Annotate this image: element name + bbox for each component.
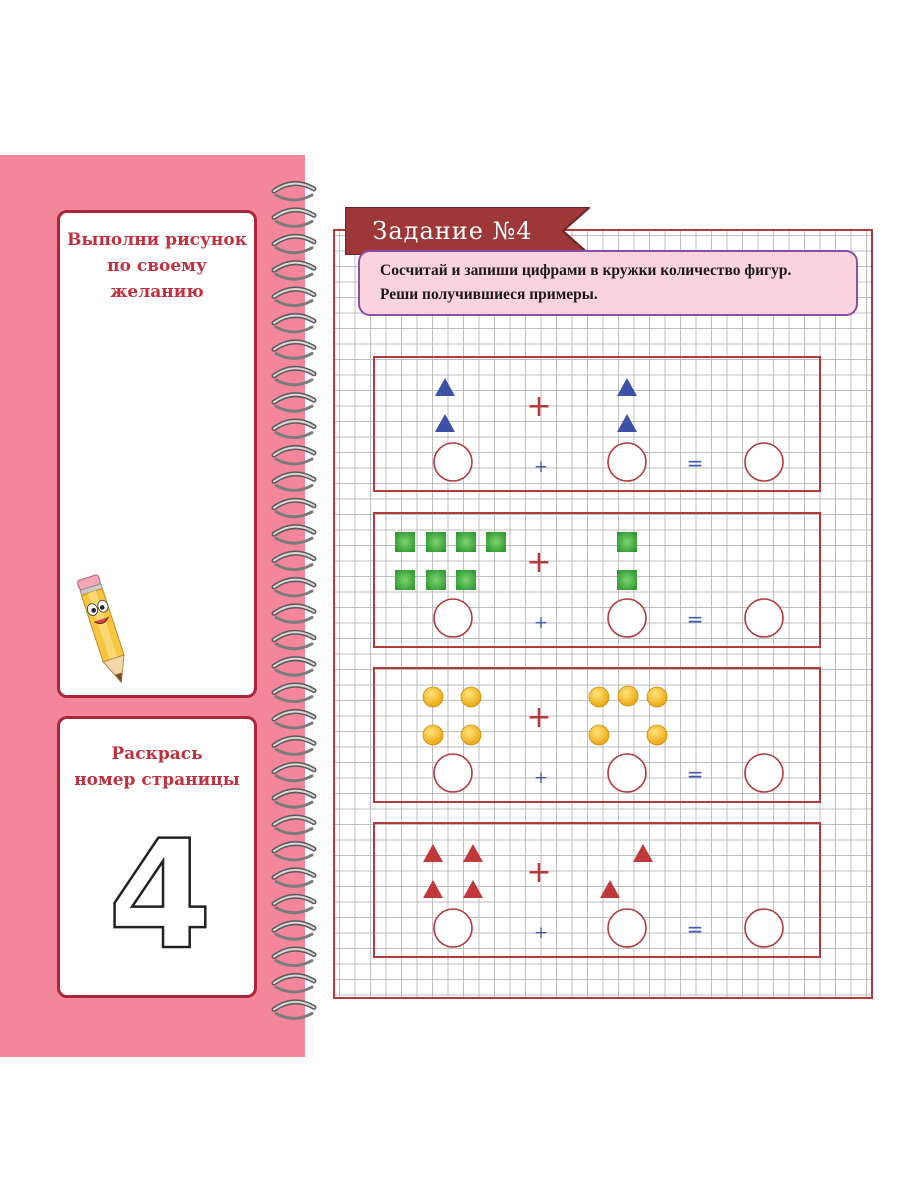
plus-sign-small: + <box>533 768 549 788</box>
answer-circle-1 <box>434 443 472 481</box>
example-3 <box>373 667 821 803</box>
spiral-binding <box>268 175 320 1020</box>
task-title: Задание №4 <box>372 217 533 245</box>
shape-left-2 <box>461 687 481 707</box>
plus-sign-large: + <box>526 855 552 890</box>
shape-right-1 <box>589 687 609 707</box>
plus-sign-large: + <box>526 545 552 580</box>
pencil-character-icon <box>74 569 134 689</box>
example-4 <box>373 822 821 958</box>
spiral-ring <box>274 447 314 464</box>
spiral-ring <box>274 342 314 359</box>
spiral-ring <box>274 1002 314 1019</box>
shape-right-2 <box>600 880 620 898</box>
shape-left-4 <box>463 880 483 898</box>
spiral-ring <box>274 791 314 808</box>
spiral-ring <box>274 527 314 544</box>
shape-right-2 <box>617 570 637 590</box>
spiral-ring <box>274 553 314 570</box>
drawing-title-line2: по своему желанию <box>107 256 207 302</box>
spiral-ring <box>274 474 314 491</box>
shape-right-5 <box>647 725 667 745</box>
spiral-ring <box>274 817 314 834</box>
answer-circle-3 <box>745 754 783 792</box>
answer-circle-1 <box>434 754 472 792</box>
outline-page-number[interactable] <box>100 819 220 959</box>
drawing-card[interactable] <box>57 210 257 698</box>
shape-right-2 <box>618 686 638 706</box>
shape-left-4 <box>461 725 481 745</box>
page-number-card[interactable] <box>57 716 257 998</box>
spiral-ring <box>274 896 314 913</box>
shape-right-2 <box>617 414 637 432</box>
shape-left-1 <box>435 378 455 396</box>
shape-left-7 <box>456 570 476 590</box>
spiral-ring <box>274 579 314 596</box>
spiral-ring <box>274 368 314 385</box>
spiral-ring <box>274 606 314 623</box>
answer-circle-1 <box>434 909 472 947</box>
equals-sign: = <box>686 451 704 475</box>
page-number-title-line1: Раскрась <box>111 744 203 764</box>
shape-left-1 <box>423 687 443 707</box>
spiral-ring <box>274 183 314 200</box>
shape-left-1 <box>423 844 443 862</box>
instruction-line2: Реши получившиеся примеры. <box>380 286 598 303</box>
answer-circle-2 <box>608 754 646 792</box>
page-number-digit: 4 <box>107 819 213 959</box>
shape-right-1 <box>617 378 637 396</box>
shape-left-4 <box>486 532 506 552</box>
page-number-title-line2: номер страницы <box>74 770 240 790</box>
plus-sign-small: + <box>533 457 549 477</box>
spiral-ring <box>274 711 314 728</box>
drawing-card-title <box>60 227 254 305</box>
spiral-ring <box>274 421 314 438</box>
answer-circle-2 <box>608 443 646 481</box>
shape-right-3 <box>647 687 667 707</box>
spiral-ring <box>274 315 314 332</box>
plus-sign-large: + <box>526 389 552 424</box>
plus-sign-large: + <box>526 700 552 735</box>
spiral-ring <box>274 395 314 412</box>
spiral-ring <box>274 870 314 887</box>
instruction-line1: Сосчитай и запиши цифрами в кружки количество фигур. <box>380 262 792 279</box>
shape-right-1 <box>633 844 653 862</box>
shape-right-1 <box>617 532 637 552</box>
example-2 <box>373 512 821 648</box>
equals-sign: = <box>686 762 704 786</box>
answer-circle-3 <box>745 443 783 481</box>
shape-left-5 <box>395 570 415 590</box>
spiral-ring <box>274 500 314 517</box>
shape-left-3 <box>423 880 443 898</box>
answer-circle-2 <box>608 909 646 947</box>
spiral-ring <box>274 685 314 702</box>
plus-sign-small: + <box>533 923 549 943</box>
shape-left-2 <box>463 844 483 862</box>
spiral-ring <box>274 923 314 940</box>
spiral-ring <box>274 289 314 306</box>
spiral-ring <box>274 949 314 966</box>
shape-left-2 <box>435 414 455 432</box>
example-1 <box>373 356 821 492</box>
shape-left-1 <box>395 532 415 552</box>
answer-circle-2 <box>608 599 646 637</box>
spiral-ring <box>274 263 314 280</box>
drawing-title-line1: Выполни рисунок <box>67 230 247 250</box>
shape-left-6 <box>426 570 446 590</box>
shape-left-3 <box>456 532 476 552</box>
spiral-ring <box>274 210 314 227</box>
spiral-ring <box>274 659 314 676</box>
spiral-ring <box>274 632 314 649</box>
spiral-ring <box>274 975 314 992</box>
equals-sign: = <box>686 917 704 941</box>
shape-right-4 <box>589 725 609 745</box>
spiral-ring <box>274 236 314 253</box>
answer-circle-3 <box>745 599 783 637</box>
shape-left-3 <box>423 725 443 745</box>
answer-circle-3 <box>745 909 783 947</box>
spiral-ring <box>274 764 314 781</box>
spiral-ring <box>274 843 314 860</box>
plus-sign-small: + <box>533 613 549 633</box>
equals-sign: = <box>686 607 704 631</box>
instruction-box <box>358 250 858 316</box>
spiral-ring <box>274 738 314 755</box>
answer-circle-1 <box>434 599 472 637</box>
page-number-card-title <box>60 741 254 793</box>
shape-left-2 <box>426 532 446 552</box>
